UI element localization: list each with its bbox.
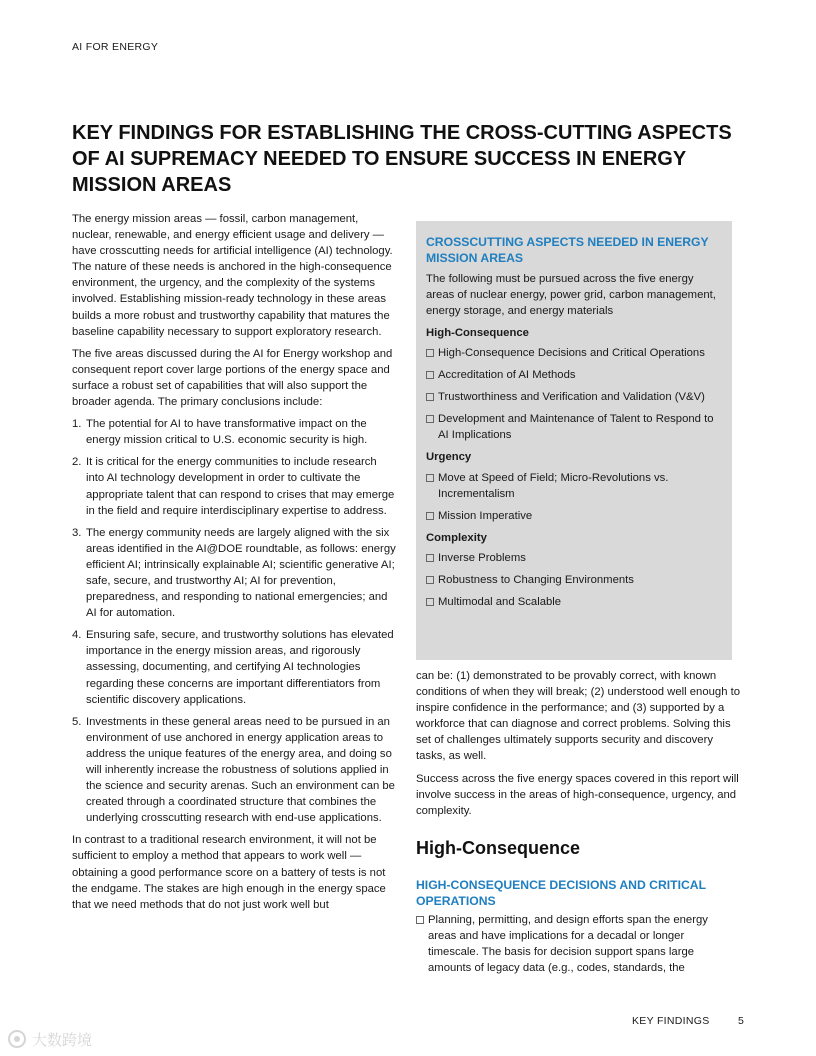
section-heading-high-consequence: High-Consequence [426, 326, 529, 339]
list-item-text: Trustworthiness and Verification and Validation (V&V) [438, 391, 705, 404]
intro-paragraph: The energy mission areas — fossil, carbon management, nuclear, renewable, and energy efficient usage and delivery — have crosscutting needs for artificial intelligence (AI) technology. The nature of these needs is anchored in the high-consequence environment, the urgency, and the complexity of the systems involved. Establishing mission-ready technology in these areas builds a more robust and trustworthy capability that matures the baseline capability necessary to support exploratory research. [72, 213, 393, 338]
list-item-text: Planning, permitting, and design efforts span the energy areas and have implications for a decadal or longer timescale. The basis for decision support spans large amounts of legacy data (e.g., codes, standards, the [428, 914, 708, 975]
list-item-text: Ensuring safe, secure, and trustworthy solutions has elevated importance in the energy mission areas, and rigorously assessing, documenting, and certifying AI technologies regarding these concerns are important differentiators from scientific discovery applications. [86, 629, 394, 706]
list-item [426, 550, 722, 566]
list-item-text: It is critical for the energy communities to include research into AI technology development in order to cultivate the appropriate talent that can respond to crises that may emerge in the field and require interdisciplinary expertise to address. [86, 456, 395, 517]
list-item-text: Development and Maintenance of Talent to Respond to AI Implications [438, 413, 714, 442]
continuation-paragraph: can be: (1) demonstrated to be provably correct, with known conditions of when they will break; (2) understood well enough to inspire confidence in the performance; and (3) supported by a workforce that can diagnose and correct problems. Solving this set of challenges ultimately supports security and discovery tasks, as well. [416, 670, 741, 763]
crosscutting-aspects-sidebar [416, 221, 732, 660]
page-number: 5 [738, 1015, 744, 1027]
section-heading-complexity: Complexity [426, 531, 487, 544]
planning-bullet-list [416, 912, 736, 976]
checkbox-icon [426, 371, 434, 379]
checkbox-icon [426, 598, 434, 606]
page-title: KEY FINDINGS FOR ESTABLISHING THE CROSS-CUTTING ASPECTS OF AI SUPREMACY NEEDED TO ENSURE SUCCESS IN ENERGY MISSION AREAS [72, 122, 732, 196]
urgency-list [426, 470, 722, 524]
checkbox-icon [426, 512, 434, 520]
list-item [426, 389, 722, 405]
subsection-heading: HIGH-CONSEQUENCE DECISIONS AND CRITICAL OPERATIONS [416, 878, 706, 909]
section-heading: High-Consequence [416, 838, 581, 858]
list-number: 1. [72, 418, 82, 431]
list-item-text: Move at Speed of Field; Micro-Revolutions vs. Incrementalism [438, 471, 669, 500]
list-number: 2. [72, 456, 82, 469]
checkbox-icon [426, 554, 434, 562]
contrast-paragraph: In contrast to a traditional research environment, it will not be sufficient to employ a method that appears to work well — obtaining a good performance score on a battery of tests is not the endgame. The stakes are high enough in the energy space that we need methods that do not just work well but [72, 834, 386, 911]
success-paragraph: Success across the five energy spaces covered in this report will involve success in the areas of high-consequence, urgency, and complexity. [416, 772, 739, 817]
checkbox-icon [426, 415, 434, 423]
right-column [416, 668, 742, 825]
list-item-text: Accreditation of AI Methods [438, 369, 576, 382]
list-item-text: The potential for AI to have transformative impact on the energy mission critical to U.S. economic security is high. [86, 418, 368, 447]
list-item [426, 508, 722, 524]
list-item [426, 594, 722, 610]
running-header: AI FOR ENERGY [72, 41, 159, 53]
checkbox-icon [426, 393, 434, 401]
list-item [426, 367, 722, 383]
conclusions-list [72, 416, 398, 826]
watermark-text: 大数跨境 [32, 1031, 93, 1049]
checkbox-icon [426, 576, 434, 584]
list-item [426, 470, 722, 502]
list-item [426, 411, 722, 443]
list-item [426, 572, 722, 588]
high-consequence-list [426, 345, 722, 443]
list-item-text: The energy community needs are largely aligned with the six areas identified in the AI@DOE roundtable, as follows: energy efficient AI; intrinsically explainable AI; scientific generative AI; safe, secure, and trustworthy AI; AI for prevention, preparedness, and responding to national emergencies; and AI for automation. [86, 526, 396, 620]
list-number: 5. [72, 715, 82, 728]
sidebar-title: CROSSCUTTING ASPECTS NEEDED IN ENERGY MISSION AREAS [426, 235, 709, 266]
list-item [72, 627, 398, 707]
checkbox-icon [426, 474, 434, 482]
section-heading-urgency: Urgency [426, 451, 472, 464]
conclusions-intro-paragraph: The five areas discussed during the AI for Energy workshop and consequent report cover large portions of the energy space and surface a robust set of capabilities that will also support the broader agenda. The primary conclusions include: [72, 347, 393, 409]
list-item-text: Investments in these general areas need to be pursued in an environment of use anchored in energy application areas to address the unique features of the energy area, and doing so will inherently increase the robustness of solutions applied in the science and security arenas. Such an environment can be created through a coordinated structure that combines the underlying crosscutting research with end-use applications. [86, 715, 395, 825]
list-item-text: Mission Imperative [438, 509, 533, 522]
list-item [416, 912, 736, 976]
sidebar-intro: The following must be pursued across the five energy areas of nuclear energy, power grid, carbon management, energy storage, and energy materials [426, 272, 716, 317]
watermark-logo [6, 1026, 110, 1052]
list-item [426, 345, 722, 361]
list-item [72, 714, 398, 827]
list-item-text: Robustness to Changing Environments [438, 574, 634, 586]
list-item-text: Inverse Problems [438, 551, 526, 564]
list-item [72, 416, 398, 448]
list-number: 3. [72, 526, 82, 539]
list-item-text: High-Consequence Decisions and Critical Operations [438, 346, 705, 359]
list-item [72, 525, 398, 622]
footer-section-label: KEY FINDINGS [632, 1015, 710, 1027]
complexity-list [426, 550, 722, 610]
list-item [72, 454, 398, 518]
list-item-text: Multimodal and Scalable [438, 596, 562, 609]
checkbox-icon [416, 916, 424, 924]
list-number: 4. [72, 629, 82, 642]
checkbox-icon [426, 349, 434, 357]
left-column [72, 211, 398, 919]
